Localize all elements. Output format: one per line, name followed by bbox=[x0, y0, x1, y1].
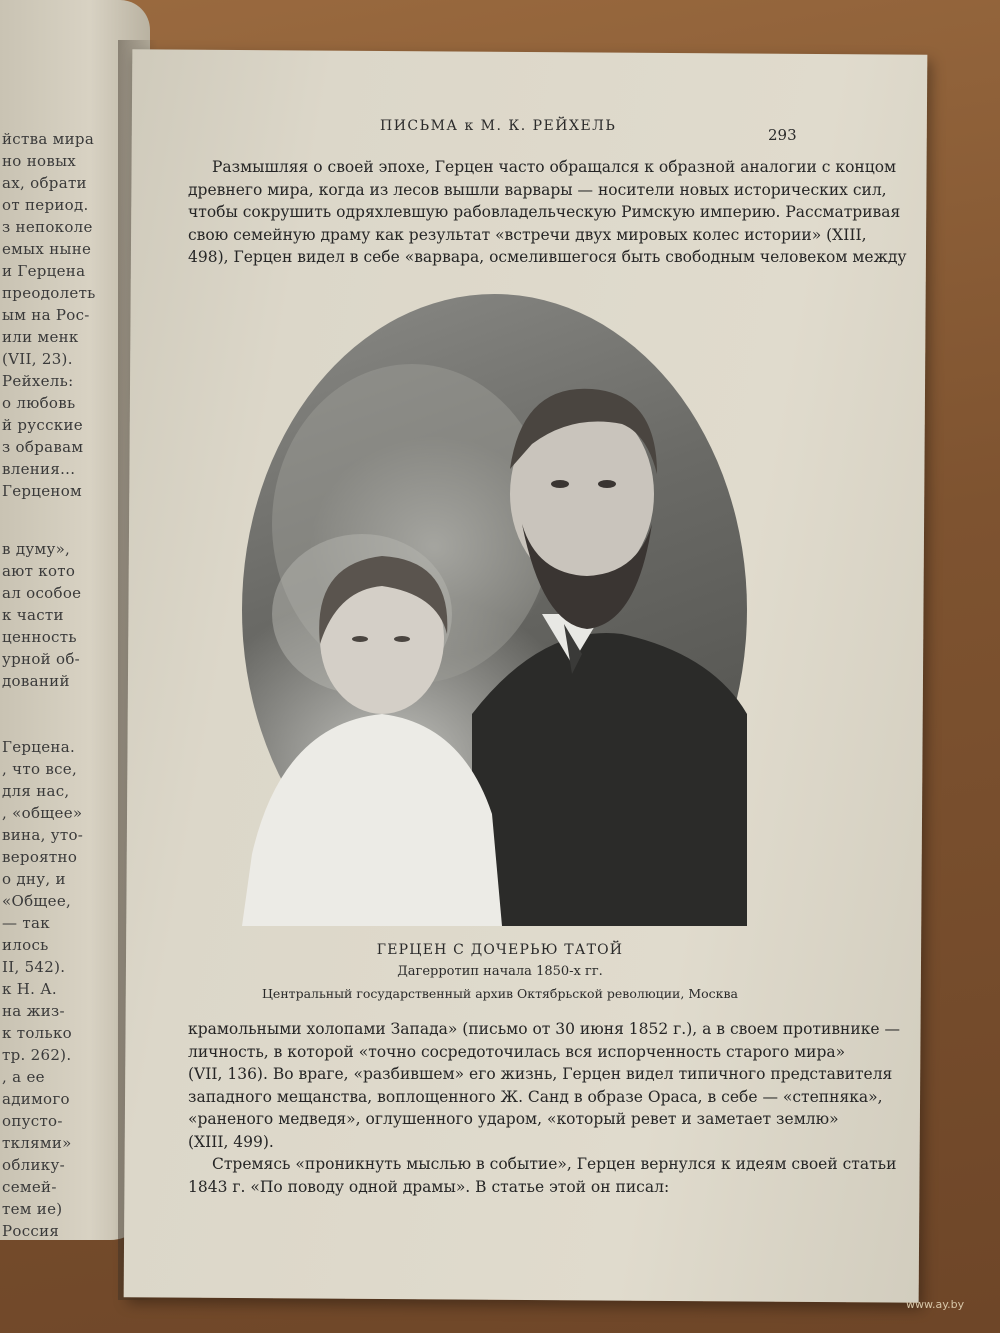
left-page-line: илось bbox=[2, 936, 49, 954]
left-page-line: семей- bbox=[2, 1178, 57, 1196]
left-page-line: тклями» bbox=[2, 1134, 72, 1152]
text-line: «раненого медведя», оглушенного ударом, «который ревет и заметает землю» bbox=[188, 1110, 839, 1128]
left-page-line: , что все, bbox=[2, 760, 78, 778]
left-page-line: тр. 262). bbox=[2, 1046, 72, 1064]
text-line: западного мещанства, воплощенного Ж. Санд в образе Ораса, в себе — «степняка», bbox=[188, 1087, 883, 1106]
left-page-line: , а ее bbox=[2, 1068, 45, 1086]
left-page-line: в думу», bbox=[2, 540, 71, 558]
left-page-line: йства мира bbox=[2, 130, 95, 148]
left-page-line: для нас, bbox=[2, 782, 70, 800]
left-page-line: к части bbox=[2, 606, 64, 624]
text-line: Стремясь «проникнуть мыслью в событие», Герцен вернулся к идеям своей статьи bbox=[212, 1155, 897, 1173]
left-page-line: ах, обрати bbox=[2, 174, 87, 192]
portrait-illustration bbox=[242, 294, 747, 926]
left-page-line: дований bbox=[2, 672, 70, 690]
left-page-line: «Общее, bbox=[2, 892, 72, 910]
text-line: 498), Герцен видел в себе «варвара, осмелившегося быть свободным человеком между bbox=[188, 248, 907, 266]
left-page-line: Россия bbox=[2, 1222, 60, 1240]
text-line: (XIII, 499). bbox=[188, 1132, 274, 1151]
left-page-line: з непоколе bbox=[2, 218, 93, 236]
text-line: Размышляя о своей эпохе, Герцен часто обращался к образной аналогии с концом bbox=[212, 158, 897, 176]
left-page-line: тем ие) bbox=[2, 1200, 63, 1218]
left-page-line: о дну, и bbox=[2, 870, 66, 888]
left-page-line: ают кото bbox=[2, 562, 76, 580]
page-number: 293 bbox=[768, 126, 797, 144]
left-page-line: о любовь bbox=[2, 394, 76, 412]
left-page-line: Герцена. bbox=[2, 738, 76, 756]
left-page-line: з обравам bbox=[2, 438, 84, 456]
text-line: личность, в которой «точно сосредоточилась вся испорченность старого мира» bbox=[188, 1042, 846, 1061]
left-page-line: , «общее» bbox=[2, 804, 83, 822]
left-page-line: ым на Рос- bbox=[2, 306, 90, 324]
left-page-line: адимого bbox=[2, 1090, 70, 1108]
left-page-line: (VII, 23). bbox=[2, 350, 73, 368]
left-page-line: вления... bbox=[2, 460, 76, 478]
left-page-line: емых ныне bbox=[2, 240, 92, 258]
text-line: свою семейную драму как результат «встречи двух мировых колес истории» (XIII, bbox=[188, 225, 867, 244]
left-page-line: ал особое bbox=[2, 584, 82, 602]
caption-title: ГЕРЦЕН С ДОЧЕРЬЮ ТАТОЙ bbox=[376, 942, 624, 958]
text-line: 1843 г. «По поводу одной драмы». В статье этой он писал: bbox=[188, 1177, 670, 1196]
text-line: крамольными холопами Запада» (письмо от 30 июня 1852 г.), а в своем противнике — bbox=[188, 1020, 901, 1038]
left-page-line: II, 542). bbox=[2, 958, 66, 976]
left-page-line: вероятно bbox=[2, 848, 78, 866]
left-page-line: вина, уто- bbox=[2, 826, 84, 844]
left-page-line: и Герцена bbox=[2, 262, 86, 280]
portrait-photo bbox=[242, 294, 747, 926]
left-page-line: преодолеть bbox=[2, 284, 96, 302]
left-page-line: к Н. А. bbox=[2, 980, 57, 998]
paragraph-bottom bbox=[188, 1018, 901, 1198]
paragraph-top bbox=[188, 156, 907, 269]
left-page-line: урной об- bbox=[2, 650, 81, 668]
text-line: (VII, 136). Во враге, «разбившем» его жизнь, Герцен видел типичного представителя bbox=[188, 1065, 893, 1083]
left-page-line: но новых bbox=[2, 152, 77, 170]
left-page-line: й русские bbox=[2, 416, 83, 434]
text-line: чтобы сокрушить одряхлевшую рабовладельческую Римскую империю. Рассматривая bbox=[188, 203, 901, 221]
left-page-line: опусто- bbox=[2, 1112, 63, 1130]
running-head: ПИСЬМА к М. К. РЕЙХЕЛЬ bbox=[380, 118, 617, 134]
left-page-line: или менк bbox=[2, 328, 79, 346]
left-page-line: от период. bbox=[2, 196, 89, 214]
left-page-line: облику- bbox=[2, 1156, 65, 1174]
left-page-line: — так bbox=[2, 914, 50, 932]
left-page-line: к только bbox=[2, 1024, 72, 1042]
left-page-line: Герценом bbox=[2, 482, 83, 500]
left-page-line: на жиз- bbox=[2, 1002, 65, 1020]
left-page-line: Рейхель: bbox=[2, 372, 74, 390]
caption-source: Центральный государственный архив Октябрьской революции, Москва bbox=[262, 986, 738, 1001]
watermark: www.ay.by bbox=[906, 1298, 965, 1311]
left-page-line: ценность bbox=[2, 628, 77, 646]
caption-subtitle: Дагерротип начала 1850-х гг. bbox=[397, 964, 603, 979]
text-line: древнего мира, когда из лесов вышли варвары — носители новых исторических сил, bbox=[188, 180, 887, 199]
